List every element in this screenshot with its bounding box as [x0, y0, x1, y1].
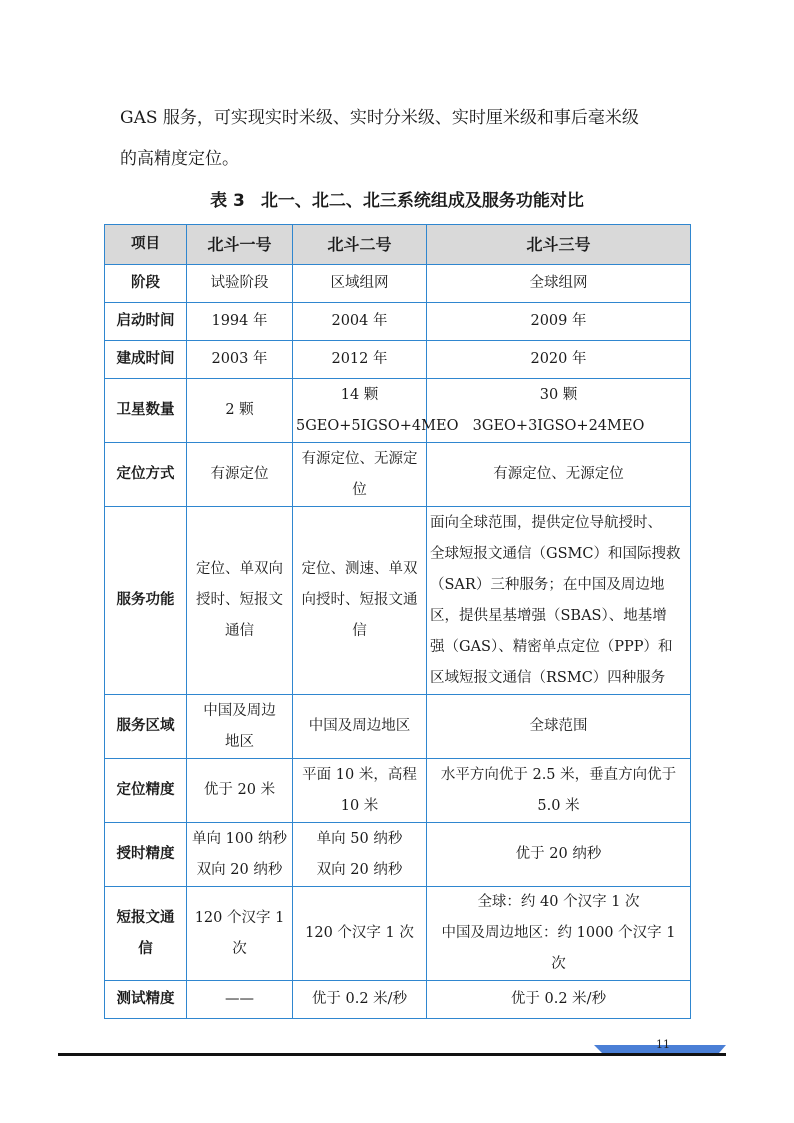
cell-line: 定位精度 [116, 782, 175, 798]
intro-paragraph [120, 98, 690, 180]
cell-line: 2012 年 [331, 351, 388, 367]
cell-line: 定位、单双向 [196, 561, 283, 577]
cell-line: 次 [551, 956, 566, 972]
cell-line: 建成时间 [116, 351, 175, 367]
cell-line: 授时、短报文 [196, 592, 283, 608]
cell-line: 有源定位、无源定 [301, 450, 418, 467]
cell-line: 1994 年 [211, 313, 268, 329]
cell-line: 通信 [225, 623, 254, 639]
cell-line: 10 米 [340, 797, 379, 814]
table-row [105, 887, 691, 981]
cell-beidou-2 [293, 379, 459, 443]
table-row [105, 823, 691, 887]
cell-beidou-1 [187, 695, 293, 759]
cell-line: 5.0 米 [537, 797, 580, 814]
row-label [105, 507, 187, 695]
cell-line: 中国及周边 [203, 702, 276, 719]
cell-beidou-3 [427, 443, 691, 507]
cell-beidou-1 [187, 759, 293, 823]
table-row [105, 695, 691, 759]
cell-beidou-3 [427, 887, 691, 981]
row-label [105, 443, 187, 507]
table-row [105, 265, 691, 303]
cell-beidou-1 [187, 887, 293, 981]
cell-beidou-1 [187, 341, 293, 379]
header-beidou-3: 北斗三号 [427, 225, 691, 265]
cell-beidou-3 [427, 981, 691, 1019]
cell-line: 优于 0.2 米/秒 [510, 991, 607, 1007]
cell-beidou-1 [187, 379, 293, 443]
table-row [105, 981, 691, 1019]
cell-beidou-3 [427, 341, 691, 379]
cell-beidou-2 [293, 265, 427, 303]
cell-line: 信 [352, 623, 367, 639]
cell-line: 2 颗 [225, 402, 254, 418]
cell-line: 2009 年 [530, 313, 587, 329]
cell-line: 单向 50 纳秒 [316, 830, 403, 847]
table-caption [104, 186, 690, 211]
cell-beidou-3 [427, 695, 691, 759]
cell-beidou-3 [427, 379, 691, 443]
cell-beidou-1 [187, 981, 293, 1019]
table-row [105, 443, 691, 507]
cell-beidou-3 [427, 507, 691, 695]
row-label [105, 823, 187, 887]
intro-line-2: 的高精度定位。 [120, 149, 239, 169]
cell-beidou-1 [187, 507, 293, 695]
cell-beidou-1 [187, 823, 293, 887]
table-number: 表 3 [210, 191, 245, 211]
footer-rule [58, 1053, 726, 1056]
cell-line: 全球范围 [529, 718, 588, 734]
cell-line: 定位、测速、单双 [301, 561, 418, 577]
cell-line: 位 [352, 481, 367, 498]
cell-line: 120 个汉字 1 [194, 909, 285, 926]
cell-line: 有源定位 [210, 466, 269, 482]
row-label [105, 887, 187, 981]
table-row [105, 759, 691, 823]
cell-line: 测试精度 [116, 991, 175, 1007]
cell-line: 全球短报文通信（GSMC）和国际搜救 [430, 545, 681, 562]
cell-line: 双向 20 纳秒 [316, 861, 403, 878]
cell-line: 中国及周边地区：约 1000 个汉字 1 [441, 925, 676, 941]
cell-line: 全球组网 [529, 275, 588, 291]
cell-line: 区域组网 [330, 275, 389, 291]
cell-line: 3GEO+3IGSO+24MEO [472, 417, 645, 434]
cell-line: 有源定位、无源定位 [493, 466, 624, 482]
cell-beidou-2 [293, 887, 427, 981]
cell-line: 区，提供星基增强（SBAS）、地基增 [430, 607, 667, 624]
header-beidou-1: 北斗一号 [187, 225, 293, 265]
cell-line: 强（GAS）、精密单点定位（PPP）和 [430, 638, 673, 655]
cell-line: 定位方式 [116, 466, 175, 482]
row-label [105, 341, 187, 379]
cell-line: 2004 年 [331, 313, 388, 329]
cell-beidou-2 [293, 695, 427, 759]
cell-beidou-3 [427, 759, 691, 823]
cell-line: 卫星数量 [116, 402, 175, 418]
cell-line: 面向全球范围，提供定位导航授时、 [430, 514, 662, 531]
cell-beidou-3 [427, 265, 691, 303]
row-label [105, 981, 187, 1019]
cell-line: 30 颗 [539, 386, 578, 403]
cell-line: 授时精度 [116, 846, 175, 862]
cell-line: 试验阶段 [210, 275, 269, 291]
cell-beidou-3 [427, 303, 691, 341]
cell-line: 14 颗 [340, 386, 379, 403]
row-label [105, 265, 187, 303]
cell-beidou-2 [293, 443, 427, 507]
cell-beidou-2 [293, 303, 427, 341]
cell-line: 120 个汉字 1 次 [305, 925, 414, 941]
cell-line: 优于 0.2 米/秒 [311, 991, 408, 1007]
cell-line: 信 [138, 940, 153, 957]
table-body [105, 265, 691, 1019]
cell-line: 2003 年 [211, 351, 268, 367]
row-label [105, 379, 187, 443]
comparison-table [104, 224, 691, 1019]
cell-beidou-2 [293, 507, 427, 695]
cell-beidou-2 [293, 341, 427, 379]
cell-line: 短报文通 [116, 909, 175, 926]
cell-line: 启动时间 [116, 313, 175, 329]
header-beidou-2: 北斗二号 [293, 225, 427, 265]
cell-beidou-1 [187, 265, 293, 303]
cell-line: 优于 20 纳秒 [515, 846, 602, 862]
cell-line: 阶段 [131, 275, 160, 291]
intro-line-1: GAS 服务，可实现实时米级、实时分米级、实时厘米级和事后毫米级 [120, 108, 639, 128]
cell-line: 服务功能 [116, 592, 175, 608]
row-label [105, 303, 187, 341]
cell-beidou-2 [293, 981, 427, 1019]
cell-beidou-1 [187, 303, 293, 341]
cell-beidou-2 [293, 759, 427, 823]
table-row [105, 303, 691, 341]
cell-line: —— [225, 991, 254, 1007]
table-header-row [105, 225, 691, 265]
table-title: 北一、北二、北三系统组成及服务功能对比 [260, 191, 584, 211]
cell-line: 5GEO+5IGSO+4MEO [296, 417, 459, 434]
table-row [105, 507, 691, 695]
table-row [105, 379, 691, 443]
cell-line: 双向 20 纳秒 [196, 861, 283, 878]
header-item: 项目 [105, 225, 187, 265]
row-label [105, 695, 187, 759]
cell-line: 2020 年 [530, 351, 587, 367]
cell-line: 水平方向优于 2.5 米，垂直方向优于 [440, 766, 677, 783]
cell-line: 优于 20 米 [203, 782, 276, 798]
cell-beidou-3 [427, 823, 691, 887]
page-number: 11 [656, 1038, 670, 1051]
cell-line: 中国及周边地区 [308, 718, 411, 734]
cell-line: 区域短报文通信（RSMC）四种服务 [430, 669, 666, 686]
cell-line: 单向 100 纳秒 [192, 830, 287, 847]
cell-line: 向授时、短报文通 [301, 592, 418, 608]
table-row [105, 341, 691, 379]
cell-line: 服务区域 [116, 718, 175, 734]
cell-line: （SAR）三种服务；在中国及周边地 [430, 576, 665, 593]
cell-line: 次 [232, 940, 247, 957]
cell-line: 全球：约 40 个汉字 1 次 [477, 894, 640, 910]
cell-beidou-2 [293, 823, 427, 887]
cell-line: 平面 10 米，高程 [302, 766, 417, 783]
row-label [105, 759, 187, 823]
cell-line: 地区 [225, 733, 254, 750]
cell-beidou-1 [187, 443, 293, 507]
